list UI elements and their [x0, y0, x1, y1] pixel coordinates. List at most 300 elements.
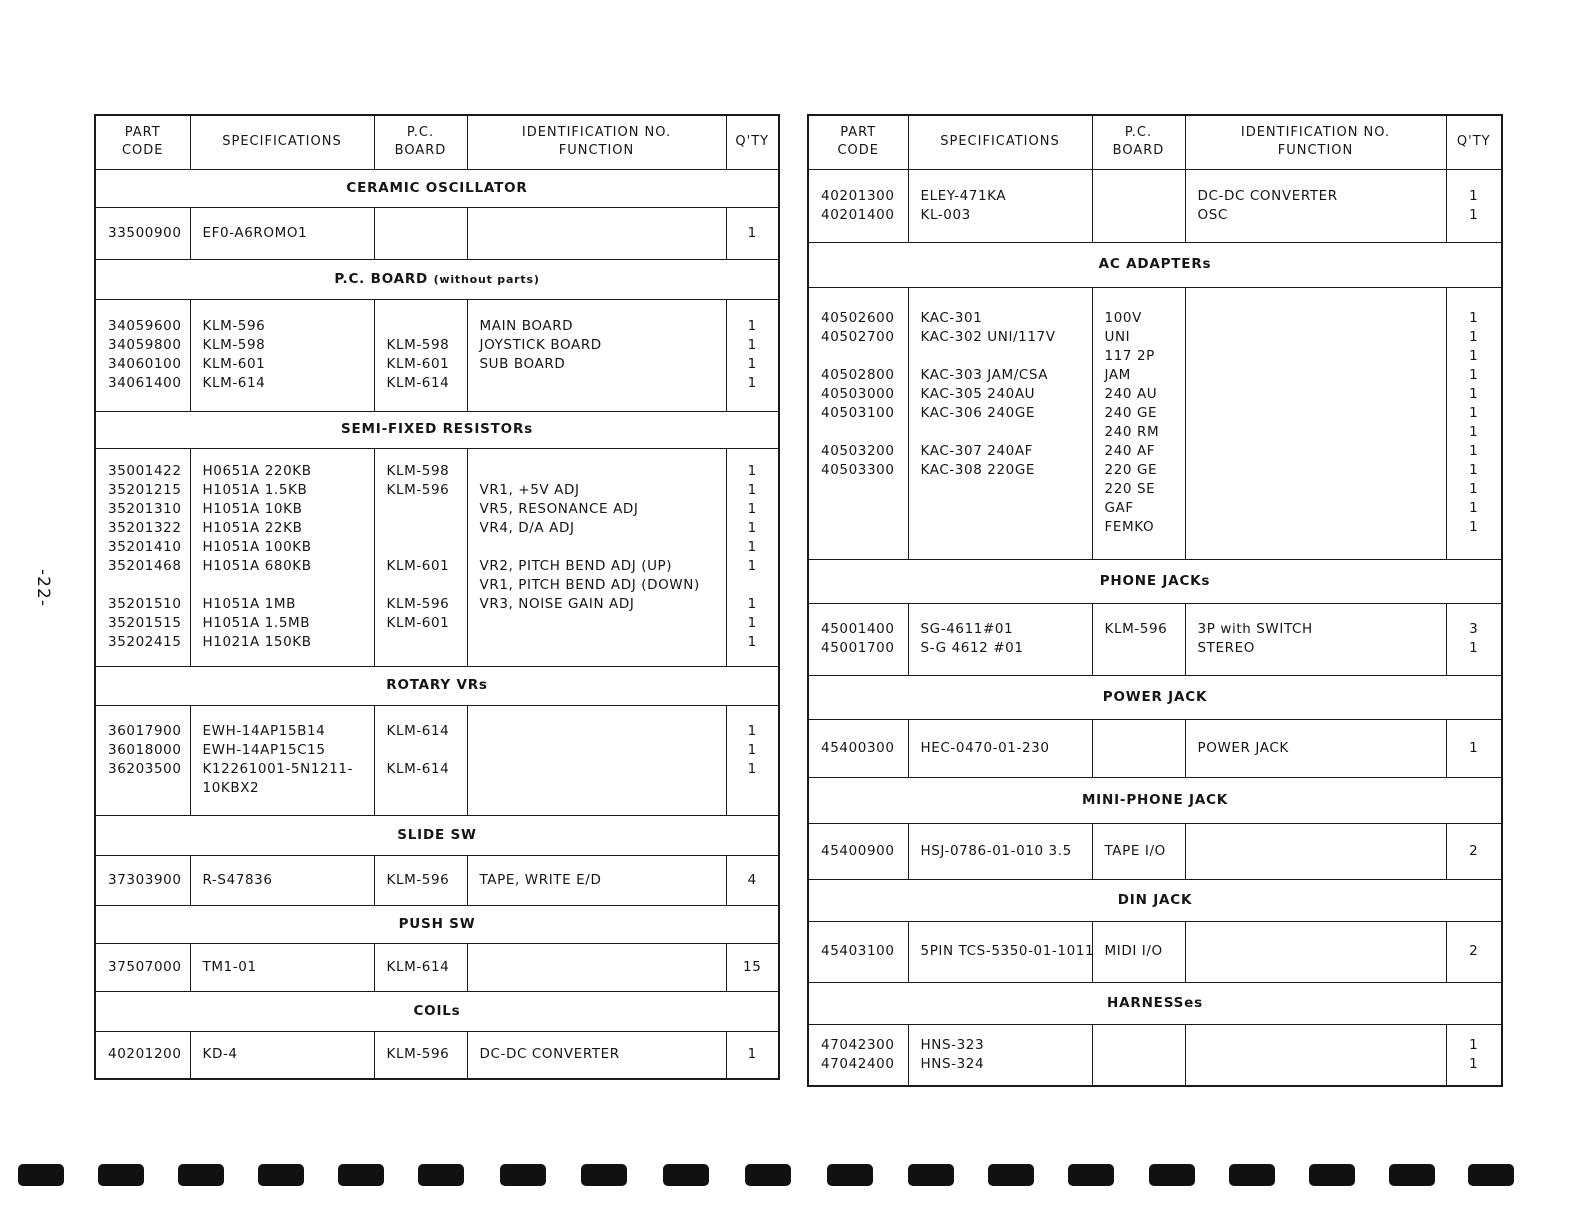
cell-line: 1 [1469, 739, 1479, 756]
section-title-text: SEMI-FIXED RESISTORs [341, 421, 533, 437]
cell-line [108, 576, 190, 595]
cell-line: KAC-301 [920, 310, 983, 326]
cell-line: 40503300 [821, 462, 895, 478]
qty-cell [1446, 603, 1502, 675]
cell-line: 40201300 [821, 187, 895, 204]
cell-line [921, 480, 1092, 499]
cell-line: KLM-598 [386, 337, 450, 353]
cell-line [387, 576, 467, 595]
specifications-cell [190, 1031, 374, 1079]
binding-hole [745, 1164, 791, 1186]
specifications-cell [190, 207, 374, 259]
cell-line: 35201510 [108, 596, 182, 612]
cell-line: 47042400 [821, 1055, 895, 1072]
part-code-cell [808, 1024, 908, 1086]
cell-line: H1051A 1MB [202, 596, 297, 612]
section-title-text: ROTARY VRs [386, 677, 488, 693]
cell-line: 240 AF [1104, 443, 1156, 459]
cell-line: 1 [747, 463, 757, 479]
cell-line: STEREO [1197, 640, 1255, 656]
cell-line: 45001700 [821, 640, 895, 656]
part-code-cell [95, 207, 190, 259]
cell-line: HNS-324 [920, 1055, 985, 1072]
cell-line: KLM-596 [386, 482, 450, 498]
binding-holes [18, 1164, 1518, 1188]
specifications-cell [190, 943, 374, 991]
part-row [95, 943, 779, 991]
cell-line: 3P with SWITCH [1197, 621, 1313, 637]
section-title [95, 905, 779, 943]
section-header-row [808, 242, 1502, 287]
cell-line: KAC-308 220GE [920, 462, 1036, 478]
section-title [95, 815, 779, 855]
cell-line: 36017900 [108, 723, 182, 739]
specifications-cell [908, 169, 1092, 242]
section-title-text: PHONE JACKs [1099, 572, 1211, 589]
cell-line: 45400900 [821, 842, 895, 859]
function-cell [467, 1031, 726, 1079]
cell-line: EWH-14AP15C15 [202, 742, 326, 758]
cell-line: VR3, NOISE GAIN ADJ [479, 596, 635, 612]
part-code-cell [808, 287, 908, 559]
cell-line [387, 317, 467, 336]
cell-line: 34059600 [108, 318, 182, 334]
cell-line [480, 633, 726, 652]
section-title [95, 991, 779, 1031]
header-row [808, 115, 1502, 169]
cell-line: TM1-01 [202, 958, 257, 975]
binding-hole [1149, 1164, 1195, 1186]
binding-hole [908, 1164, 954, 1186]
cell-line: 34060100 [108, 356, 182, 372]
cell-line: 1 [747, 482, 757, 498]
cell-line: KL-003 [920, 206, 971, 223]
cell-line: 35201322 [108, 520, 182, 536]
pc-board-cell [374, 207, 467, 259]
cell-line: 36203500 [108, 761, 182, 777]
function-cell [467, 943, 726, 991]
part-code-cell [95, 855, 190, 905]
cell-line [1105, 639, 1185, 658]
part-code-cell [808, 169, 908, 242]
function-cell [1185, 719, 1446, 777]
cell-line: KLM-601 [386, 615, 450, 631]
section-header-row [808, 982, 1502, 1024]
cell-line: 2 [1469, 943, 1479, 959]
section-header-row [95, 411, 779, 448]
cell-line [387, 500, 467, 519]
cell-line: EWH-14AP15B14 [202, 723, 326, 739]
specifications-cell [908, 603, 1092, 675]
cell-line: SUB BOARD [479, 356, 566, 372]
cell-line: 33500900 [108, 224, 182, 241]
cell-line: 1 [1469, 405, 1479, 421]
cell-line: KLM-598 [386, 463, 450, 479]
section-title [808, 675, 1502, 719]
section-title [808, 242, 1502, 287]
cell-line: 40502800 [821, 367, 895, 383]
section-title-text: AC ADAPTERs [1098, 256, 1212, 272]
pc-board-cell [1092, 169, 1185, 242]
cell-line: KD-4 [202, 1046, 238, 1063]
cell-line: 40503200 [821, 443, 895, 459]
cell-line: 1 [1469, 367, 1479, 383]
part-code-cell [95, 943, 190, 991]
cell-line: HNS-323 [920, 1036, 985, 1053]
cell-line [387, 779, 467, 798]
cell-line: 45001400 [821, 621, 895, 637]
section-header-row [95, 169, 779, 207]
section-header-row [808, 777, 1502, 823]
section-header-row [95, 815, 779, 855]
function-cell [467, 705, 726, 815]
qty-cell [1446, 921, 1502, 982]
function-cell [1185, 823, 1446, 879]
binding-hole [988, 1164, 1034, 1186]
header-qty: Q'TY [1446, 115, 1502, 169]
qty-cell [726, 855, 779, 905]
part-code-cell [808, 719, 908, 777]
part-code-cell [95, 299, 190, 411]
cell-line: 37507000 [108, 958, 182, 975]
cell-line: 1 [1469, 1036, 1479, 1053]
cell-line: 5PIN TCS-5350-01-1011 [920, 943, 1095, 959]
cell-line: EF0-A6ROMO1 [202, 224, 308, 241]
header-part-code: PART CODE [95, 115, 190, 169]
cell-line: 36018000 [108, 742, 182, 758]
cell-line: 34061400 [108, 375, 182, 391]
cell-line: 45400300 [821, 739, 895, 756]
part-code-cell [808, 921, 908, 982]
cell-line: DC-DC CONVERTER [1197, 187, 1338, 204]
cell-line: VR2, PITCH BEND ADJ (UP) [479, 558, 673, 574]
cell-line: 1 [747, 761, 757, 777]
function-cell [1185, 287, 1446, 559]
cell-line [821, 347, 908, 366]
section-title-text: POWER JACK [1102, 688, 1208, 705]
cell-line: KLM-596 [202, 318, 266, 334]
pc-board-cell [1092, 921, 1185, 982]
cell-line: 40201200 [108, 1046, 182, 1063]
part-code-cell [95, 448, 190, 666]
cell-line: 1 [747, 318, 757, 334]
binding-hole [581, 1164, 627, 1186]
specifications-cell [190, 299, 374, 411]
cell-line: MAIN BOARD [479, 318, 574, 334]
cell-line: 1 [747, 596, 757, 612]
cell-line: 1 [747, 723, 757, 739]
cell-line: 240 GE [1104, 405, 1158, 421]
part-row [95, 299, 779, 411]
qty-cell [1446, 823, 1502, 879]
section-header-row [808, 559, 1502, 603]
function-cell [1185, 921, 1446, 982]
cell-line: 220 GE [1104, 462, 1158, 478]
cell-line: H1051A 100KB [202, 539, 312, 555]
function-cell [1185, 603, 1446, 675]
cell-line: ELEY-471KA [920, 187, 1007, 204]
cell-line: JAM [1104, 367, 1131, 383]
parts-table-right [807, 114, 1503, 1087]
cell-line [821, 423, 908, 442]
binding-hole [1389, 1164, 1435, 1186]
part-code-cell [95, 1031, 190, 1079]
section-title-text: MINI-PHONE JACK [1081, 791, 1229, 808]
cell-line [480, 374, 726, 393]
section-header-row [95, 905, 779, 943]
pc-board-cell [374, 705, 467, 815]
cell-line: 1 [1469, 310, 1479, 326]
cell-line: 220 SE [1104, 481, 1156, 497]
cell-line: KLM-614 [386, 958, 450, 975]
header-part-code: PART CODE [808, 115, 908, 169]
cell-line: 117 2P [1104, 348, 1155, 364]
cell-line: 1 [1469, 348, 1479, 364]
cell-line: KAC-306 240GE [920, 405, 1036, 421]
binding-hole [418, 1164, 464, 1186]
cell-line: KLM-601 [386, 558, 450, 574]
cell-line: 35202415 [108, 634, 182, 650]
qty-cell [1446, 287, 1502, 559]
cell-line: KLM-596 [386, 596, 450, 612]
cell-line: 35201410 [108, 539, 182, 555]
cell-line: 1 [747, 634, 757, 650]
qty-cell [726, 943, 779, 991]
cell-line: 1 [1469, 462, 1479, 478]
cell-line [480, 538, 726, 557]
function-cell [1185, 1024, 1446, 1086]
section-title-text: COILs [413, 1002, 461, 1019]
pc-board-cell [1092, 1024, 1185, 1086]
pc-board-cell [374, 943, 467, 991]
cell-line: H1051A 1.5MB [202, 615, 311, 631]
section-title-text: SLIDE SW [397, 826, 477, 843]
cell-line: 40502700 [821, 329, 895, 345]
cell-line: 40503100 [821, 405, 895, 421]
part-row [808, 603, 1502, 675]
specifications-cell [908, 719, 1092, 777]
cell-line: 37303900 [108, 871, 182, 888]
cell-line: 3 [1469, 621, 1479, 637]
cell-line: 35201515 [108, 615, 182, 631]
cell-line: KLM-596 [386, 1046, 450, 1063]
specifications-cell [190, 705, 374, 815]
cell-line: 1 [747, 558, 757, 574]
cell-line: VR1, +5V ADJ [479, 482, 580, 498]
section-header-row [95, 991, 779, 1031]
binding-hole [1229, 1164, 1275, 1186]
part-code-cell [808, 823, 908, 879]
binding-hole [1468, 1164, 1514, 1186]
cell-line [480, 614, 726, 633]
cell-line: H1051A 1.5KB [202, 482, 308, 498]
cell-line [387, 519, 467, 538]
binding-hole [663, 1164, 709, 1186]
cell-line: 1 [747, 337, 757, 353]
cell-line: 1 [747, 224, 757, 241]
cell-line: 1 [747, 375, 757, 391]
cell-line [480, 462, 726, 481]
cell-line: 1 [1469, 481, 1479, 497]
cell-line: 240 AU [1104, 386, 1158, 402]
cell-line: 35201310 [108, 501, 182, 517]
cell-line: R-S47836 [202, 871, 273, 888]
header-specifications: SPECIFICATIONS [190, 115, 374, 169]
part-row [808, 921, 1502, 982]
section-header-row [95, 666, 779, 705]
binding-hole [258, 1164, 304, 1186]
header-identification: IDENTIFICATION NO. FUNCTION [1185, 115, 1446, 169]
part-row [808, 823, 1502, 879]
part-row [808, 719, 1502, 777]
binding-hole [178, 1164, 224, 1186]
section-title-text: CERAMIC OSCILLATOR [346, 179, 528, 196]
specifications-cell [908, 1024, 1092, 1086]
specifications-cell [908, 823, 1092, 879]
cell-line: S-G 4612 #01 [920, 640, 1024, 656]
cell-line [821, 480, 908, 499]
cell-line [921, 499, 1092, 518]
pc-board-cell [1092, 719, 1185, 777]
cell-line: 35001422 [108, 463, 182, 479]
cell-line: 1 [1469, 206, 1479, 223]
cell-line: 240 RM [1104, 424, 1160, 440]
cell-line: TAPE, WRITE E/D [479, 871, 602, 888]
cell-line: 15 [743, 958, 762, 975]
part-row [808, 1024, 1502, 1086]
cell-line: DC-DC CONVERTER [479, 1046, 620, 1063]
cell-line: H1051A 10KB [202, 501, 303, 517]
section-title [808, 982, 1502, 1024]
qty-cell [726, 299, 779, 411]
cell-line: OSC [1197, 206, 1228, 223]
cell-line: 40503000 [821, 386, 895, 402]
cell-line: H0651A 220KB [202, 463, 312, 479]
cell-line: UNI [1104, 329, 1131, 345]
cell-line: 1 [1469, 500, 1479, 516]
cell-line: MIDI I/O [1104, 943, 1163, 959]
section-title-text: PUSH SW [398, 915, 476, 932]
cell-line: JOYSTICK BOARD [479, 337, 602, 353]
parts-table-left [94, 114, 780, 1080]
pc-board-cell [1092, 823, 1185, 879]
qty-cell [1446, 719, 1502, 777]
cell-line [921, 518, 1092, 537]
pc-board-cell [374, 299, 467, 411]
qty-cell [726, 207, 779, 259]
cell-line: KLM-614 [386, 375, 450, 391]
part-row [95, 1031, 779, 1079]
cell-line [727, 576, 779, 595]
qty-cell [726, 448, 779, 666]
binding-hole [1068, 1164, 1114, 1186]
cell-line [727, 779, 779, 798]
header-row [95, 115, 779, 169]
section-title-text: DIN JACK [1117, 891, 1193, 908]
cell-line: KAC-303 JAM/CSA [920, 367, 1049, 383]
binding-hole [18, 1164, 64, 1186]
cell-line: VR4, D/A ADJ [479, 520, 575, 536]
cell-line: 35201468 [108, 558, 182, 574]
section-title [808, 559, 1502, 603]
binding-hole [338, 1164, 384, 1186]
cell-line: KLM-601 [386, 356, 450, 372]
cell-line: 1 [747, 1046, 757, 1063]
cell-line: GAF [1104, 500, 1134, 516]
cell-line: 47042300 [821, 1036, 895, 1053]
cell-line [921, 423, 1092, 442]
cell-line: 40502600 [821, 310, 895, 326]
cell-line: 1 [1469, 386, 1479, 402]
cell-line [387, 633, 467, 652]
cell-line: 1 [747, 742, 757, 758]
cell-line: VR5, RESONANCE ADJ [479, 501, 639, 517]
binding-hole [500, 1164, 546, 1186]
qty-cell [726, 1031, 779, 1079]
cell-line: FEMKO [1104, 519, 1155, 535]
cell-line: HEC-0470-01-230 [920, 739, 1050, 756]
cell-line: 1 [747, 356, 757, 372]
function-cell [467, 299, 726, 411]
cell-line: KAC-305 240AU [920, 386, 1036, 402]
cell-line: H1021A 150KB [202, 634, 312, 650]
pc-board-cell [1092, 603, 1185, 675]
cell-line [387, 741, 467, 760]
function-cell [467, 207, 726, 259]
section-title [95, 411, 779, 448]
binding-hole [827, 1164, 873, 1186]
cell-line: 2 [1469, 842, 1479, 859]
cell-line [108, 779, 190, 798]
section-header-row [95, 259, 779, 299]
cell-line: TAPE I/O [1104, 842, 1166, 859]
section-header-row [808, 879, 1502, 921]
binding-hole [98, 1164, 144, 1186]
cell-line: 1 [1469, 640, 1479, 656]
cell-line: 1 [747, 615, 757, 631]
section-title-note: (without parts) [433, 272, 540, 286]
cell-line: 1 [747, 501, 757, 517]
specifications-cell [908, 921, 1095, 982]
cell-line: 4 [747, 871, 757, 888]
cell-line: 1 [1469, 424, 1479, 440]
cell-line: KLM-596 [386, 871, 450, 888]
cell-line: POWER JACK [1197, 739, 1289, 756]
section-title [95, 666, 779, 705]
cell-line: KAC-307 240AF [920, 443, 1034, 459]
section-title [808, 879, 1502, 921]
header-specifications: SPECIFICATIONS [908, 115, 1092, 169]
function-cell [467, 448, 726, 666]
cell-line: 1 [1469, 1055, 1479, 1072]
part-row [95, 855, 779, 905]
section-title-text: HARNESSes [1107, 994, 1203, 1011]
cell-line: 35201215 [108, 482, 182, 498]
cell-line: KLM-598 [202, 337, 266, 353]
part-row [808, 287, 1502, 559]
binding-hole [1309, 1164, 1355, 1186]
cell-line [821, 518, 908, 537]
section-header-row [808, 675, 1502, 719]
page-number: -22- [32, 569, 53, 607]
cell-line: 1 [1469, 187, 1479, 204]
cell-line: KLM-601 [202, 356, 266, 372]
cell-line: HSJ-0786-01-010 3.5 [920, 842, 1072, 859]
section-title [808, 777, 1502, 823]
header-identification: IDENTIFICATION NO. FUNCTION [467, 115, 726, 169]
cell-line: 1 [1469, 329, 1479, 345]
specifications-cell [190, 448, 374, 666]
